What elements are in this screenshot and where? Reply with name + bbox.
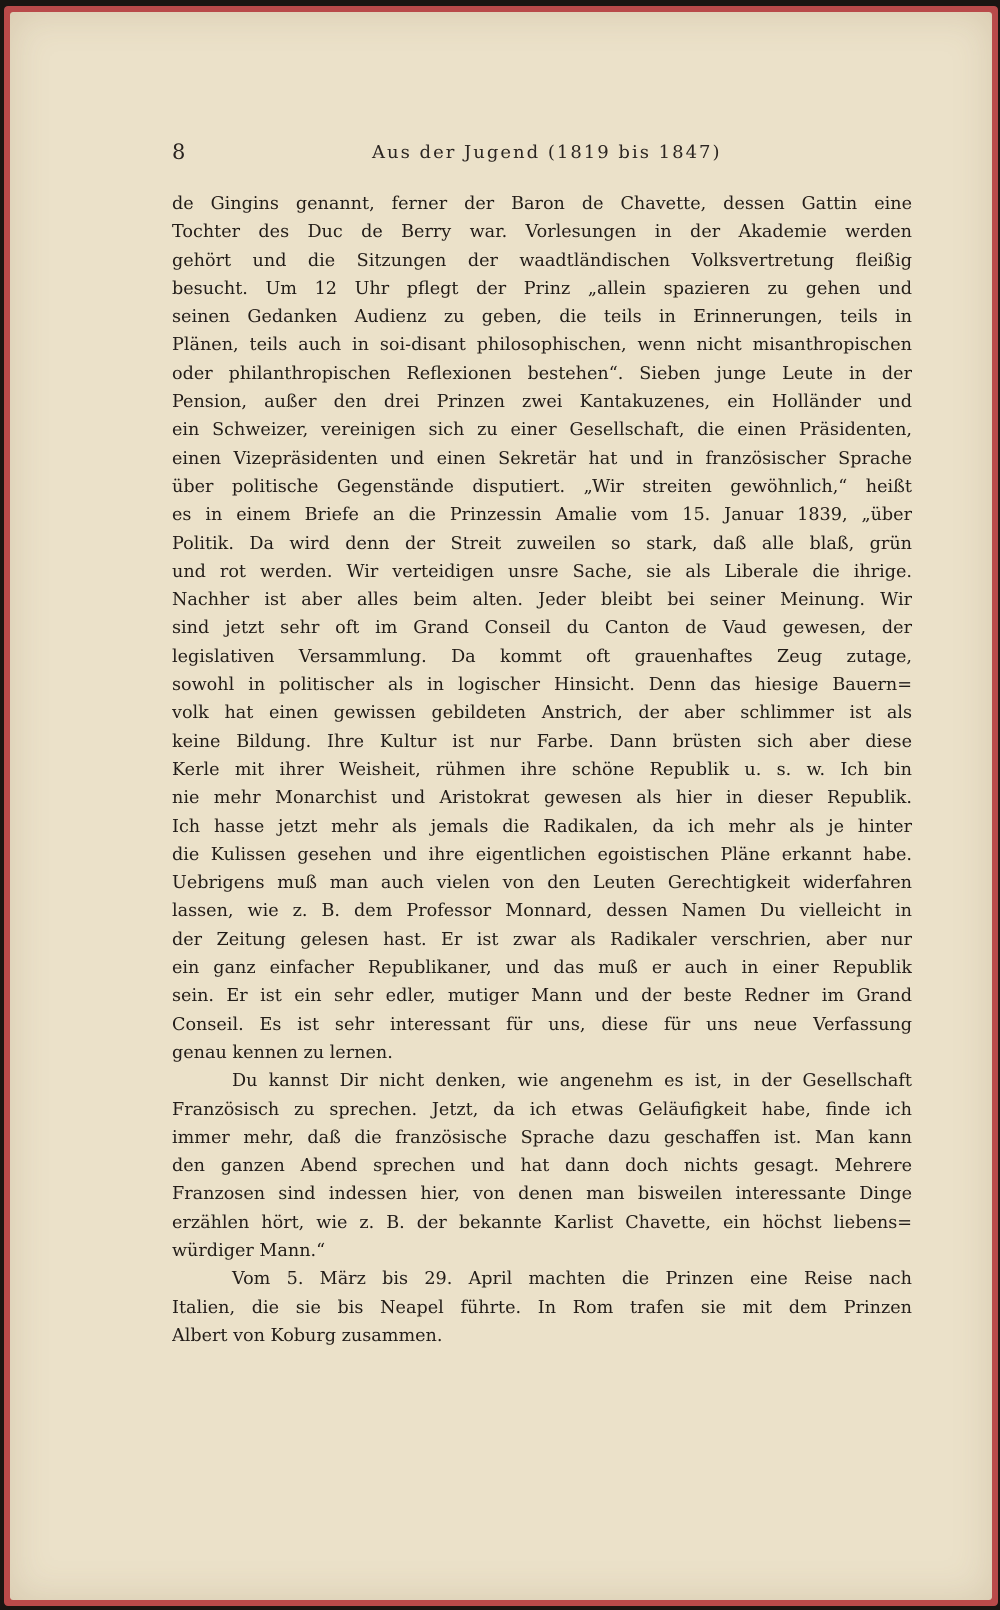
- text-line: nie mehr Monarchist und Aristokrat gewesen als hier in dieser Republik.: [172, 788, 912, 809]
- text-line: und rot werden. Wir verteidigen unsre Sache, sie als Liberale die ihrige.: [172, 561, 912, 582]
- text-line: ein ganz einfacher Republikaner, und das muß er auch in einer Republik: [172, 958, 912, 979]
- text-line: es in einem Briefe an die Prinzessin Amalie vom 15. Januar 1839, „über: [172, 505, 912, 526]
- text-line: immer mehr, daß die französische Sprache dazu geschaffen ist. Man kann: [172, 1127, 912, 1148]
- text-line: Politik. Da wird denn der Streit zuweilen so stark, daß alle blaß, grün: [172, 533, 912, 554]
- text-line: Albert von Koburg zusammen.: [172, 1325, 443, 1346]
- text-line: sowohl in politischer als in logischer Hinsicht. Denn das hiesige Bauern=: [172, 675, 912, 696]
- text-line: Du kannst Dir nicht denken, wie angenehm es ist, in der Gesellschaft: [232, 1071, 912, 1092]
- text-line: Uebrigens muß man auch vielen von den Leuten Gerechtigkeit widerfahren: [172, 873, 912, 894]
- text-line: lassen, wie z. B. dem Professor Monnard, dessen Namen Du vielleicht in: [172, 901, 912, 922]
- text-line: Pension, außer den drei Prinzen zwei Kantakuzenes, ein Holländer und: [172, 392, 912, 413]
- text-line: Tochter des Duc de Berry war. Vorlesungen in der Akademie werden: [172, 222, 912, 243]
- text-line: keine Bildung. Ihre Kultur ist nur Farbe. Dann brüsten sich aber diese: [172, 731, 912, 752]
- text-line: seinen Gedanken Audienz zu geben, die teils in Erinnerungen, teils in: [172, 307, 912, 328]
- text-line: Französisch zu sprechen. Jetzt, da ich etwas Geläufigkeit habe, finde ich: [172, 1099, 912, 1120]
- text-line: den ganzen Abend sprechen und hat dann doch nichts gesagt. Mehrere: [172, 1156, 912, 1177]
- body-text: [172, 190, 912, 1350]
- text-line: legislativen Versammlung. Da kommt oft grauenhaftes Zeug zutage,: [172, 646, 912, 667]
- text-line: Ich hasse jetzt mehr als jemals die Radikalen, da ich mehr als je hinter: [172, 816, 912, 837]
- text-line: volk hat einen gewissen gebildeten Anstrich, der aber schlimmer ist als: [172, 703, 912, 724]
- text-line: Kerle mit ihrer Weisheit, rühmen ihre schöne Republik u. s. w. Ich bin: [172, 759, 912, 780]
- text-line: einen Vizepräsidenten und einen Sekretär hat und in französischer Sprache: [172, 448, 912, 469]
- text-line: gehört und die Sitzungen der waadtländischen Volksvertretung fleißig: [172, 250, 912, 271]
- text-line: oder philanthropischen Reflexionen bestehen“. Sieben junge Leute in der: [172, 363, 912, 384]
- text-line: Italien, die sie bis Neapel führte. In Rom trafen sie mit dem Prinzen: [172, 1297, 912, 1318]
- text-line: genau kennen zu lernen.: [172, 1042, 393, 1063]
- text-line: die Kulissen gesehen und ihre eigentlichen egoistischen Pläne erkannt habe.: [172, 844, 912, 865]
- text-line: besucht. Um 12 Uhr pflegt der Prinz „allein spazieren zu gehen und: [172, 278, 912, 299]
- text-line: erzählen hört, wie z. B. der bekannte Karlist Chavette, ein höchst liebens=: [172, 1212, 912, 1233]
- text-line: der Zeitung gelesen hast. Er ist zwar als Radikaler verschrien, aber nur: [172, 929, 912, 950]
- text-line: Plänen, teils auch in soi-disant philosophischen, wenn nicht misanthropischen: [172, 335, 912, 356]
- text-line: über politische Gegenstände disputiert. „Wir streiten gewöhnlich,“ heißt: [172, 476, 912, 497]
- text-line: Vom 5. März bis 29. April machten die Prinzen eine Reise nach: [232, 1269, 912, 1290]
- text-line: ein Schweizer, vereinigen sich zu einer Gesellschaft, die einen Präsidenten,: [172, 420, 912, 441]
- text-line: sind jetzt sehr oft im Grand Conseil du Canton de Vaud gewesen, der: [172, 618, 912, 639]
- text-line: Nachher ist aber alles beim alten. Jeder bleibt bei seiner Meinung. Wir: [172, 590, 912, 611]
- running-title: Aus der Jugend (1819 bis 1847): [372, 142, 722, 163]
- text-line: de Gingins genannt, ferner der Baron de Chavette, dessen Gattin eine: [172, 194, 912, 214]
- text-line: würdiger Mann.“: [172, 1240, 326, 1261]
- page-header: [172, 140, 912, 170]
- text-line: sein. Er ist ein sehr edler, mutiger Mann und der beste Redner im Grand: [172, 986, 912, 1007]
- text-line: Conseil. Es ist sehr interessant für uns, diese für uns neue Verfassung: [172, 1014, 912, 1035]
- page-number: 8: [172, 140, 186, 164]
- text-line: Franzosen sind indessen hier, von denen man bisweilen interessante Dinge: [172, 1184, 912, 1205]
